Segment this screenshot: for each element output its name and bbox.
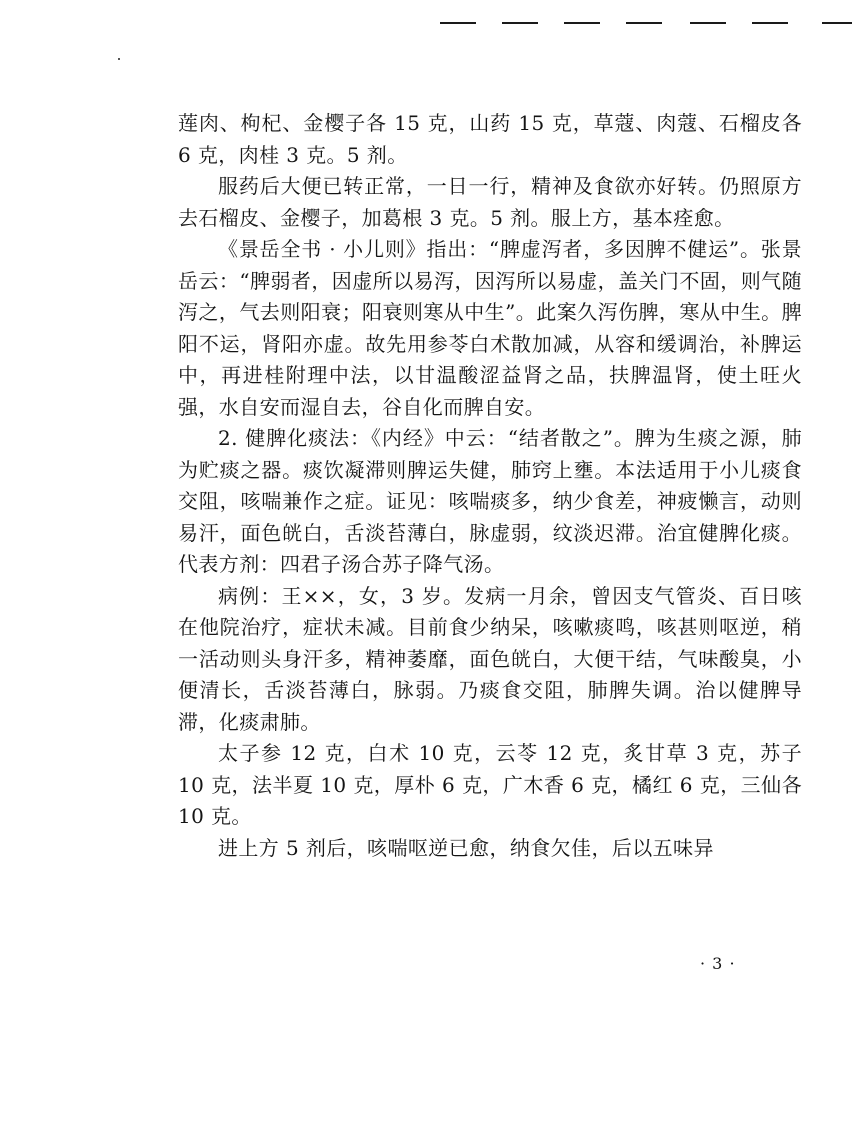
top-rule	[432, 22, 866, 36]
paragraph-outcome: 进上方 5 剂后，咳喘呕逆已愈，纳食欠佳，后以五味异	[218, 835, 714, 860]
corner-mark	[118, 58, 120, 60]
paragraph-case-example: 病例：王××，女，3 岁。发病一月余，曾因支气管炎、百日咳在他院治疗，症状未减。目前食少纳呆，咳嗽痰鸣，咳甚则呕逆，稍一活动则头身汗多，精神萎靡，面色㿠白，大便干结，气味酸臭，小便清长，舌淡苔薄白，脉弱。乃痰食交阻，肺脾失调。治以健脾导滞，化痰肃肺。	[178, 583, 802, 734]
paragraph-case-analysis: 《景岳全书 · 小儿则》指出：“脾虚泻者，多因脾不健运”。张景岳云：“脾弱者，因虚所以易泻，因泻所以易虚，盖关门不固，则气随泻之，气去则阳衰；阳衰则寒从中生”。此案久泻伤脾，寒从中生。脾阳不运，肾阳亦虚。故先用参苓白术散加减，从容和缓调治，补脾运中，再进桂附理中法，以甘温酸涩益肾之品，扶脾温肾，使土旺火强，水自安而湿自去，谷自化而脾自安。	[178, 237, 802, 419]
page-number: · 3 ·	[700, 954, 736, 973]
paragraph-prescription: 太子参 12 克，白术 10 克，云苓 12 克，炙甘草 3 克，苏子 10 克，法半夏 10 克，厚朴 6 克，广木香 6 克，橘红 6 克，三仙各 10 克。	[178, 741, 802, 828]
paragraph-followup-result: 服药后大便已转正常，一日一行，精神及食欲亦好转。仍照原方去石榴皮、金樱子，加葛根 3 克。5 剂。服上方，基本痊愈。	[178, 174, 802, 230]
paragraph-method-2-heading: 2. 健脾化痰法：《内经》中云：“结者散之”。脾为生痰之源，肺为贮痰之器。痰饮凝滞则脾运失健，肺窍上壅。本法适用于小儿痰食交阻，咳喘兼作之症。证见：咳喘痰多，纳少食差，神疲懒言，动则易汗，面色㿠白，舌淡苔薄白，脉虚弱，纹淡迟滞。治宜健脾化痰。代表方剂：四君子汤合苏子降气汤。	[178, 426, 802, 576]
paragraph-prescription-continued: 莲肉、枸杞、金樱子各 15 克，山药 15 克，草蔻、肉蔻、石榴皮各 6 克，肉桂 3 克。5 剂。	[178, 111, 802, 167]
page-body	[178, 108, 802, 864]
